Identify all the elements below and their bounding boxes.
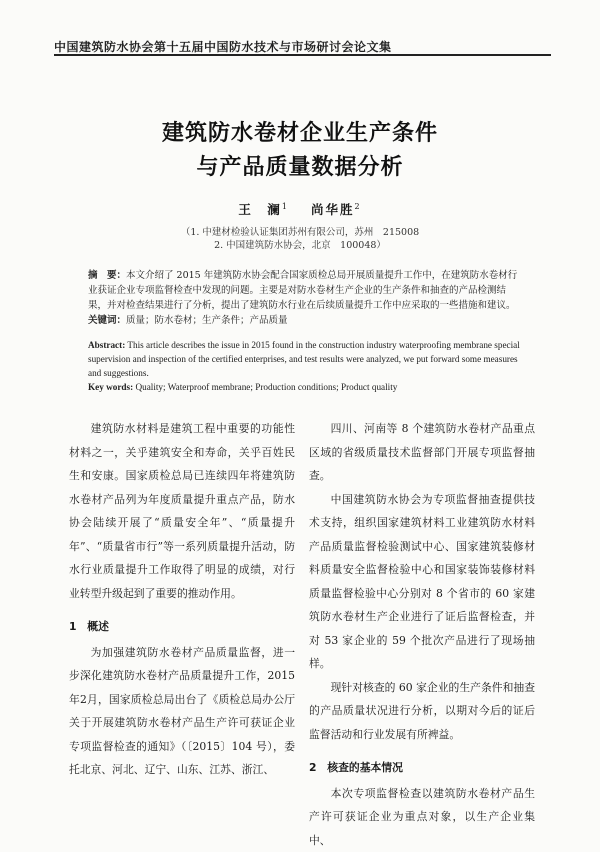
affiliation-2: 2. 中国建筑防水协会，北京 100048） bbox=[0, 237, 600, 251]
header-rule bbox=[54, 54, 551, 56]
keywords-zh-text: 质量；防水卷材；生产条件；产品质量 bbox=[126, 315, 288, 326]
keywords-en-text: Quality; Waterproof membrane; Production conditions; Product quality bbox=[135, 382, 397, 392]
section-heading-overview: 1 概述 bbox=[69, 615, 295, 639]
abstract-en-body bbox=[88, 338, 520, 380]
body-paragraph: 本次专项监督检查以建筑防水卷材产品生产许可获证企业为重点对象，以生产企业集中、 bbox=[309, 782, 535, 852]
keywords-zh bbox=[88, 313, 520, 328]
title-line-1: 建筑防水卷材企业生产条件 bbox=[0, 116, 600, 147]
body-column-right bbox=[309, 417, 535, 852]
running-header: 中国建筑防水协会第十五届中国防水技术与市场研讨会论文集 bbox=[54, 38, 554, 55]
keywords-en-label: Key words: bbox=[88, 382, 133, 392]
body-paragraph: 建筑防水材料是建筑工程中重要的功能性材料之一，关乎建筑安全和寿命，关乎百姓民生和安康。国家质检总局已连续四年将建筑防水卷材产品列为年度质量提升重点产品，防水协会陆续开展了“质量安全年”、“质量提升年”、“质量省市行”等一系列质量提升活动，防水行业质量提升工作取得了明显的成绩，对行业转型升级起到了重要的推动作用。 bbox=[69, 417, 295, 605]
abstract-en-text: This article describes the issue in 2015 found in the construction industry waterproofing membrane special supervision and inspection of the certified enterprises, and test results were analyzed, we put forward some measures and suggestions. bbox=[88, 340, 520, 378]
title-line-2: 与产品质量数据分析 bbox=[0, 150, 600, 181]
keywords-en bbox=[88, 380, 520, 394]
abstract-zh bbox=[88, 268, 520, 328]
section-heading-basic-situation: 2 核查的基本情况 bbox=[309, 756, 535, 780]
author-1-sup: 1 bbox=[282, 202, 289, 211]
author-2-sup: 2 bbox=[355, 202, 362, 211]
authors bbox=[0, 200, 600, 218]
abstract-en bbox=[88, 338, 520, 394]
keywords-zh-label: 关键词： bbox=[88, 315, 126, 326]
body-paragraph: 四川、河南等 8 个建筑防水卷材产品重点区域的省级质量技术监督部门开展专项监督抽查。 bbox=[309, 417, 535, 488]
abstract-zh-text: 本文介绍了 2015 年建筑防水协会配合国家质检总局开展质量提升工作中，在建筑防水卷材行业获证企业专项监督检查中发现的问题。主要是对防水卷材生产企业的生产条件和抽查的产品检测结果，并对检查结果进行了分析，提出了建筑防水行业在后续质量提升工作中应采取的一些措施和建议。 bbox=[88, 270, 517, 311]
abstract-en-label: Abstract: bbox=[88, 340, 125, 350]
body-paragraph: 中国建筑防水协会为专项监督抽查提供技术支持，组织国家建筑材料工业建筑防水材料产品质量监督检验测试中心、国家建筑装修材料质量安全监督检验中心和国家装饰装修材料质量监督检验中心分别对 8 个省市的 60 家建筑防水卷材生产企业进行了证后监督检查，并对 53 家企业的 59 个批次产品进行了现场抽样。 bbox=[309, 488, 535, 676]
author-2-name: 尚华胜 bbox=[311, 202, 355, 217]
affiliation-1: （1. 中建材检验认证集团苏州有限公司，苏州 215008 bbox=[0, 224, 600, 238]
body-column-left bbox=[69, 417, 295, 782]
abstract-zh-body bbox=[88, 268, 520, 313]
author-1-name: 王 澜 bbox=[238, 202, 282, 217]
abstract-zh-label: 摘 要： bbox=[88, 270, 126, 281]
body-paragraph: 为加强建筑防水卷材产品质量监督，进一步深化建筑防水卷材产品质量提升工作，2015年2月，国家质检总局出台了《质检总局办公厅关于开展建筑防水卷材产品生产许可获证企业专项监督检查的通知》（〔2015〕104 号），委托北京、河北、辽宁、山东、江苏、浙江、 bbox=[69, 641, 295, 782]
body-paragraph: 现针对核查的 60 家企业的生产条件和抽查的产品质量状况进行分析，以期对今后的证后监督活动和行业发展有所裨益。 bbox=[309, 676, 535, 747]
